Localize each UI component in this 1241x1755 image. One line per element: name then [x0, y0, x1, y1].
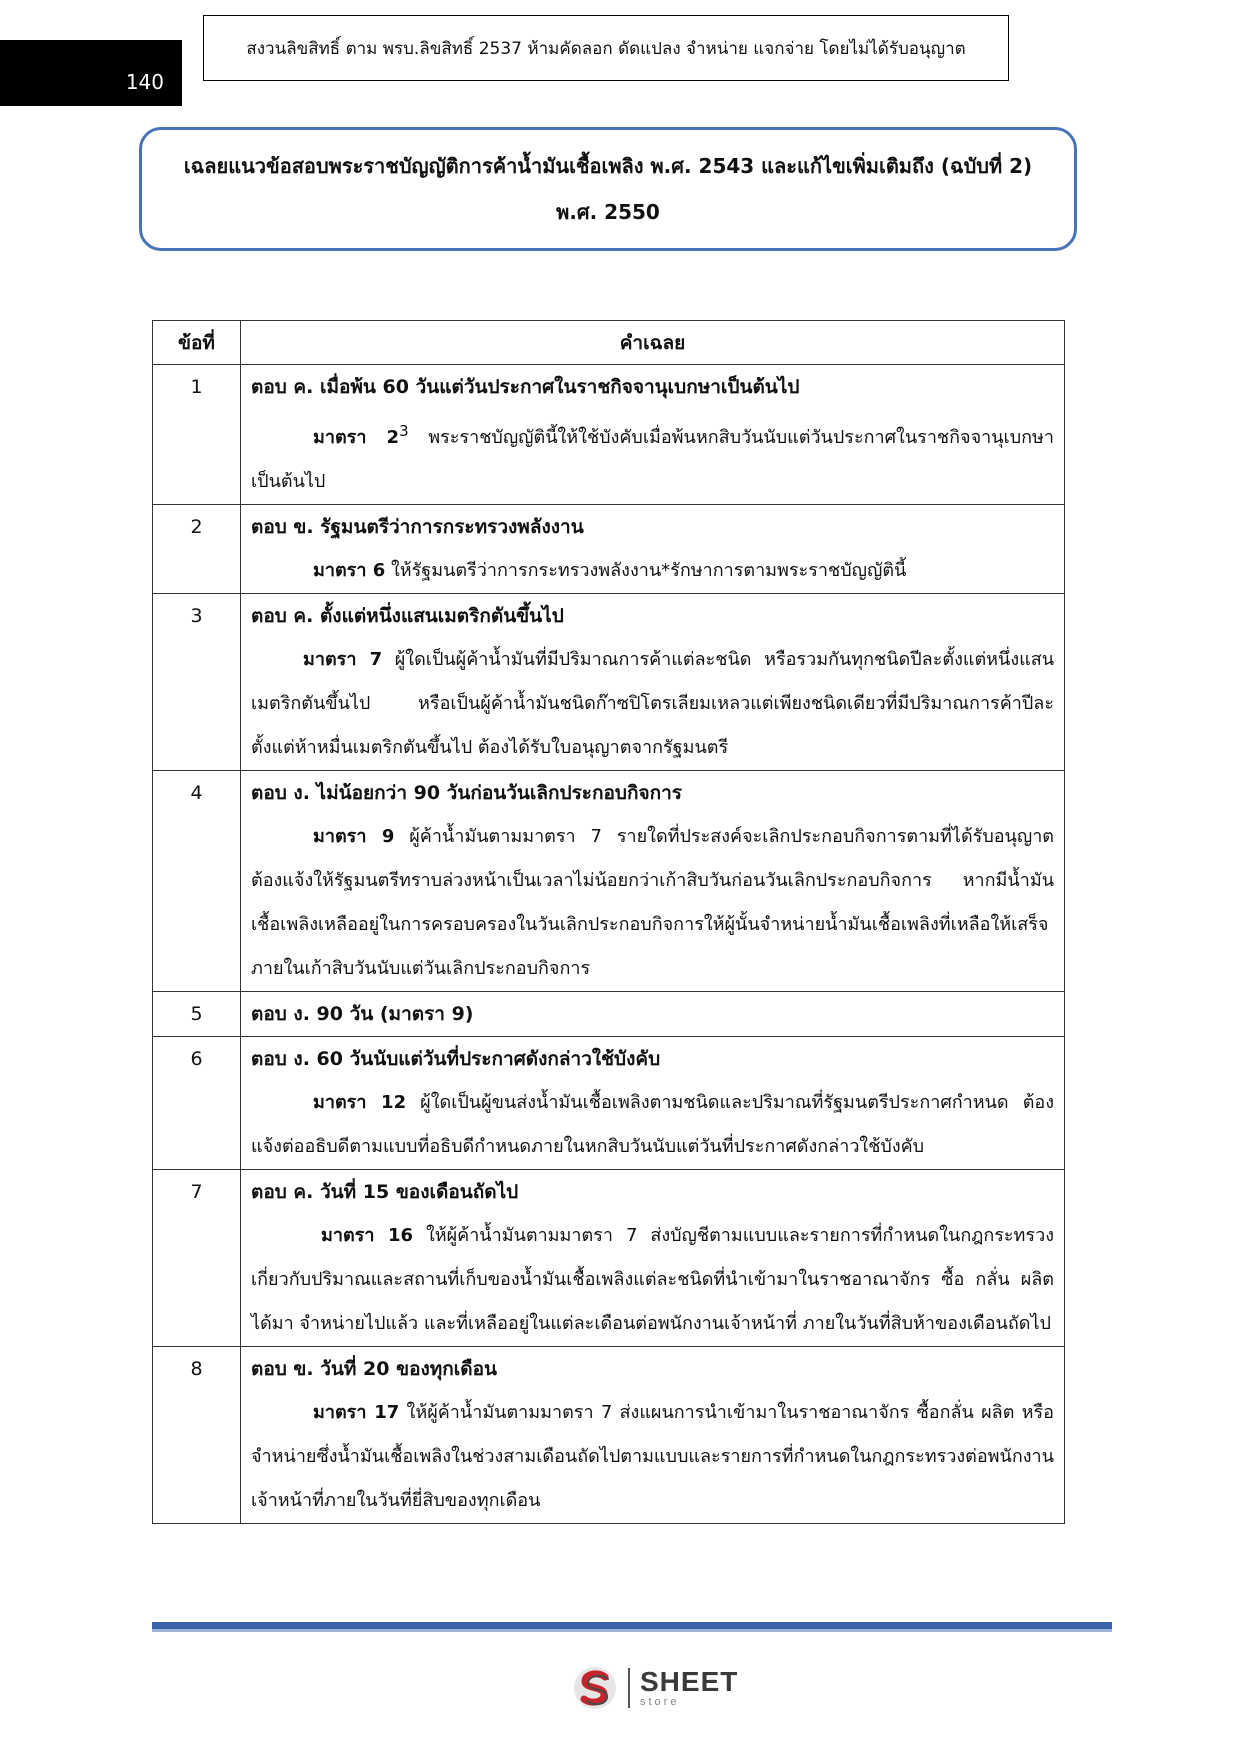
answer-cell — [241, 771, 1065, 992]
section-text: ให้ผู้ค้าน้ำมันตามมาตรา 7 ส่งบัญชีตามแบบและรายการที่กำหนดในกฎกระทรวงเกี่ยวกับปริมาณและสถานที่เก็บของน้ำมันเชื้อเพลิงแต่ละชนิดที่นำเข้ามาในราชอาณาจักร ซื้อ กลั่น ผลิต ได้มา จำหน่ายไปแล้ว และที่เหลืออยู่ในแต่ละเดือนต่อพนักงานเจ้าหน้าที่ ภายในวันที่สิบห้าของเดือนถัดไป — [251, 1225, 1054, 1334]
answer-line: ตอบ ง. 90 วัน (มาตรา 9) — [251, 1003, 474, 1025]
section-label: มาตรา 2 — [313, 427, 400, 448]
section-paragraph — [251, 549, 1054, 593]
answer-line: ตอบ ข. วันที่ 20 ของทุกเดือน — [251, 1358, 498, 1380]
table-row — [153, 1170, 1065, 1347]
sheet-store-logo-icon — [572, 1665, 618, 1711]
title-box — [139, 127, 1077, 251]
footnote-marker: 3 — [399, 422, 409, 440]
section-text: ผู้ค้าน้ำมันตามมาตรา 7 รายใดที่ประสงค์จะเลิกประกอบกิจการตามที่ได้รับอนุญาต ต้องแจ้งให้รัฐมนตรีทราบล่วงหน้าเป็นเวลาไม่น้อยกว่าเก้าสิบวันก่อนวันเลิกประกอบกิจการ หากมีน้ำมันเชื้อเพลิงเหลืออยู่ในการครอบครองในวันเลิกประกอบกิจการให้ผู้นั้นจำหน่ายน้ำมันเชื้อเพลิงที่เหลือให้เสร็จภายในเก้าสิบวันนับแต่วันเลิกประกอบกิจการ — [251, 826, 1054, 979]
logo-text — [640, 1668, 738, 1708]
section-label: มาตรา 12 — [313, 1092, 407, 1113]
footer-bar — [152, 1622, 1112, 1629]
section-label: มาตรา 16 — [321, 1225, 413, 1246]
column-header-number: ข้อที่ — [153, 321, 241, 365]
column-header-answer: คำเฉลย — [241, 321, 1065, 365]
question-number-cell — [153, 771, 241, 992]
answer-line: ตอบ ค. เมื่อพ้น 60 วันแต่วันประกาศในราชกิจจานุเบกษาเป็นต้นไป — [251, 376, 800, 398]
section-label: มาตรา 6 — [313, 560, 386, 581]
section-paragraph — [251, 1081, 1054, 1169]
answer-line: ตอบ ค. ตั้งแต่หนึ่งแสนเมตริกตันขึ้นไป — [251, 605, 564, 627]
logo-subtext: store — [640, 1696, 680, 1708]
question-number-cell — [153, 365, 241, 505]
section-text: ให้รัฐมนตรีว่าการกระทรวงพลังงาน*รักษาการตามพระราชบัญญัตินี้ — [385, 560, 907, 581]
page-number-box — [0, 40, 182, 106]
answer-line: ตอบ ข. รัฐมนตรีว่าการกระทรวงพลังงาน — [251, 516, 584, 538]
question-number: 3 — [190, 605, 203, 627]
question-number: 1 — [190, 376, 203, 398]
answer-cell — [241, 594, 1065, 771]
table-row — [153, 365, 1065, 505]
question-number-cell — [153, 1037, 241, 1170]
table-row — [153, 771, 1065, 992]
question-number-cell — [153, 594, 241, 771]
footer-bar-shadow — [152, 1629, 1112, 1632]
section-text: ผู้ใดเป็นผู้ค้าน้ำมันที่มีปริมาณการค้าแต่ละชนิด หรือรวมกันทุกชนิดปีละตั้งแต่หนึ่งแสนเมตริกตันขึ้นไป หรือเป็นผู้ค้าน้ำมันชนิดก๊าซปิโตรเลียมเหลวแต่เพียงชนิดเดียวที่มีปริมาณการค้าปีละตั้งแต่ห้าหมื่นเมตริกตันขึ้นไป ต้องได้รับใบอนุญาตจากรัฐมนตรี — [251, 649, 1054, 758]
section-text: ให้ผู้ค้าน้ำมันตามมาตรา 7 ส่งแผนการนำเข้ามาในราชอาณาจักร ซื้อกลั่น ผลิต หรือจำหน่ายซึ่งน้ำมันเชื้อเพลิงในช่วงสามเดือนถัดไปตามแบบและรายการที่กำหนดในกฎกระทรวงต่อพนักงานเจ้าหน้าที่ภายในวันที่ยี่สิบของทุกเดือน — [251, 1402, 1054, 1511]
question-number: 2 — [190, 516, 203, 538]
section-label: มาตรา 17 — [313, 1402, 400, 1423]
table-header-row — [153, 321, 1065, 365]
section-text: พระราชบัญญัตินี้ให้ใช้บังคับเมื่อพ้นหกสิบวันนับแต่วันประกาศในราชกิจจานุเบกษาเป็นต้นไป — [251, 427, 1054, 492]
answer-cell — [241, 365, 1065, 505]
section-paragraph — [251, 1214, 1054, 1346]
table-row — [153, 594, 1065, 771]
section-text: ผู้ใดเป็นผู้ขนส่งน้ำมันเชื้อเพลิงตามชนิดและปริมาณที่รัฐมนตรีประกาศกำหนด ต้องแจ้งต่ออธิบดีตามแบบที่อธิบดีกำหนดภายในหกสิบวันนับแต่วันที่ประกาศดังกล่าวใช้บังคับ — [251, 1092, 1054, 1157]
table-row — [153, 1037, 1065, 1170]
question-number-cell — [153, 992, 241, 1037]
answer-cell — [241, 1347, 1065, 1524]
table-row — [153, 1347, 1065, 1524]
question-number-cell — [153, 505, 241, 594]
question-number: 7 — [190, 1181, 203, 1203]
sheet-store-logo — [572, 1662, 738, 1714]
title-line-2: พ.ศ. 2550 — [556, 200, 660, 224]
answer-cell — [241, 1037, 1065, 1170]
logo-word: SHEET — [640, 1666, 739, 1697]
section-paragraph — [251, 815, 1054, 991]
question-number: 5 — [190, 1003, 203, 1025]
question-number: 6 — [190, 1048, 203, 1070]
answer-line: ตอบ ค. วันที่ 15 ของเดือนถัดไป — [251, 1181, 519, 1203]
logo-divider — [628, 1668, 630, 1708]
question-number-cell — [153, 1347, 241, 1524]
answer-cell — [241, 505, 1065, 594]
answer-line: ตอบ ง. ไม่น้อยกว่า 90 วันก่อนวันเลิกประกอบกิจการ — [251, 782, 682, 804]
answer-cell — [241, 992, 1065, 1037]
answer-table — [152, 320, 1065, 1524]
page-number: 140 — [125, 70, 164, 94]
table-row — [153, 992, 1065, 1037]
section-label: มาตรา 9 — [313, 826, 395, 847]
answer-cell — [241, 1170, 1065, 1347]
table-row — [153, 505, 1065, 594]
question-number-cell — [153, 1170, 241, 1347]
question-number: 8 — [190, 1358, 203, 1380]
copyright-notice — [203, 15, 1009, 81]
section-paragraph — [251, 638, 1054, 770]
question-number: 4 — [190, 782, 203, 804]
section-paragraph — [251, 1391, 1054, 1523]
copyright-text: สงวนลิขสิทธิ์ ตาม พรบ.ลิขสิทธิ์ 2537 ห้ามคัดลอก ดัดแปลง จำหน่าย แจกจ่าย โดยไม่ได้รับอนุญาต — [246, 38, 966, 59]
section-label: มาตรา 7 — [303, 649, 383, 670]
answer-line: ตอบ ง. 60 วันนับแต่วันที่ประกาศดังกล่าวใช้บังคับ — [251, 1048, 661, 1070]
section-paragraph — [251, 409, 1054, 504]
title-line-1: เฉลยแนวข้อสอบพระราชบัญญัติการค้าน้ำมันเชื้อเพลิง พ.ศ. 2543 และแก้ไขเพิ่มเติมถึง (ฉบับที่ 2) — [183, 154, 1033, 178]
